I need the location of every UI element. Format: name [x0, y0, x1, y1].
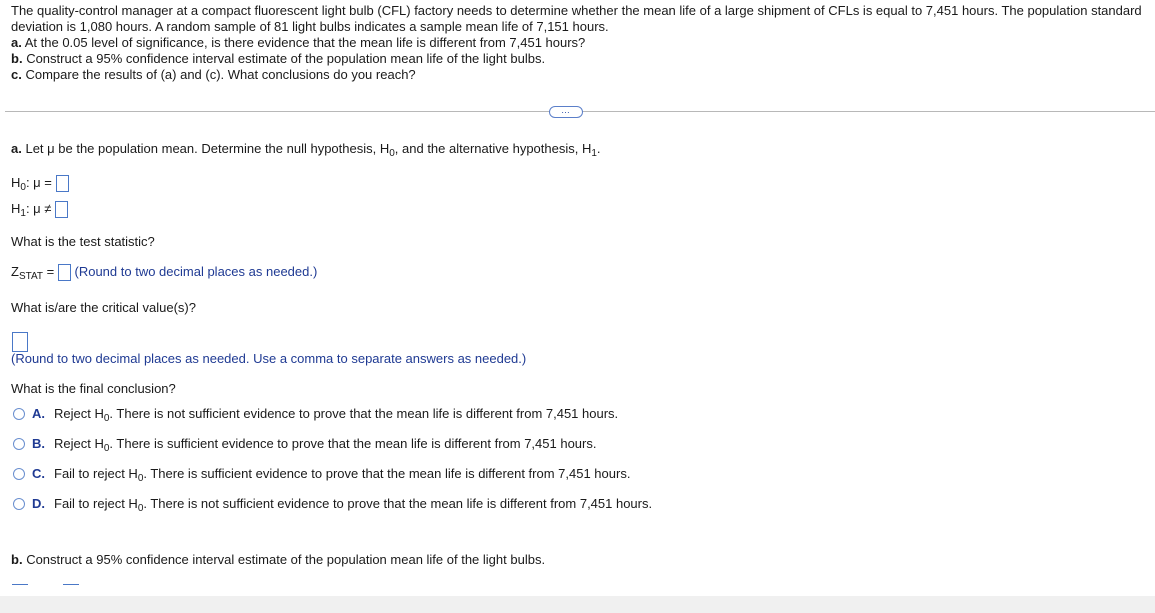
part-b-prompt: b. Construct a 95% confidence interval estimate of the population mean life of the light bulbs.	[11, 552, 546, 567]
critical-value-hint: (Round to two decimal places as needed. Use a comma to separate answers as needed.)	[11, 351, 527, 366]
interval-lower-input-stub[interactable]	[12, 584, 28, 585]
problem-part-b: b. Construct a 95% confidence interval estimate of the population mean life of the light bulbs.	[11, 51, 546, 66]
option-text: Fail to reject $H_0$. There is not sufficient evidence to prove that the mean life is different from 7,451 hours.	[54, 496, 653, 514]
option-b[interactable]	[13, 436, 597, 454]
problem-line-2: deviation is 1,080 hours. A random sample of 81 light bulbs indicates a sample mean life of 7,151 hours.	[11, 19, 609, 34]
final-conclusion-question: What is the final conclusion?	[11, 381, 176, 396]
option-c[interactable]	[13, 466, 631, 484]
more-button[interactable]: …	[549, 106, 583, 118]
part-a-prompt: a. Let μ be the population mean. Determine the null hypothesis, $H_0$, and the alternative hypothesis, $H_1$.	[11, 141, 601, 159]
alt-hypothesis-input[interactable]	[55, 201, 68, 218]
problem-line-1: The quality-control manager at a compact fluorescent light bulb (CFL) factory needs to determine whether the mean life of a large shipment of CFLs is equal to 7,451 hours. The population standard	[11, 3, 1142, 18]
problem-part-a: a. At the 0.05 level of significance, is there evidence that the mean life is different from 7,451 hours?	[11, 35, 586, 50]
option-letter: C.	[32, 466, 45, 481]
option-text: Fail to reject $H_0$. There is sufficient evidence to prove that the mean life is different from 7,451 hours.	[54, 466, 631, 484]
problem-part-c: c. Compare the results of (a) and (c). What conclusions do you reach?	[11, 67, 416, 82]
radio-icon[interactable]	[13, 438, 25, 450]
option-letter: D.	[32, 496, 45, 511]
critical-value-question: What is/are the critical value(s)?	[11, 300, 196, 315]
option-text: Reject $H_0$. There is sufficient evidence to prove that the mean life is different from 7,451 hours.	[54, 436, 597, 454]
bottom-bar	[0, 596, 1155, 613]
alt-hypothesis-row: $H_1$: μ ≠	[11, 201, 68, 218]
zstat-row: $Z_{STAT}$ = (Round to two decimal places as needed.)	[11, 264, 318, 282]
zstat-hint: (Round to two decimal places as needed.)	[74, 264, 318, 279]
radio-icon[interactable]	[13, 498, 25, 510]
critical-value-input[interactable]	[12, 332, 28, 352]
test-statistic-question: What is the test statistic?	[11, 234, 155, 249]
problem-statement	[11, 3, 1151, 83]
critical-value-row	[12, 332, 28, 352]
option-d[interactable]	[13, 496, 653, 514]
zstat-input[interactable]	[58, 264, 71, 281]
radio-icon[interactable]	[13, 408, 25, 420]
interval-upper-input-stub[interactable]	[63, 584, 79, 585]
option-a[interactable]	[13, 406, 619, 424]
option-text: Reject $H_0$. There is not sufficient evidence to prove that the mean life is different from 7,451 hours.	[54, 406, 619, 424]
option-letter: B.	[32, 436, 45, 451]
radio-icon[interactable]	[13, 468, 25, 480]
null-hypothesis-row: $H_0$: μ =	[11, 175, 69, 192]
option-letter: A.	[32, 406, 45, 421]
null-hypothesis-input[interactable]	[56, 175, 69, 192]
